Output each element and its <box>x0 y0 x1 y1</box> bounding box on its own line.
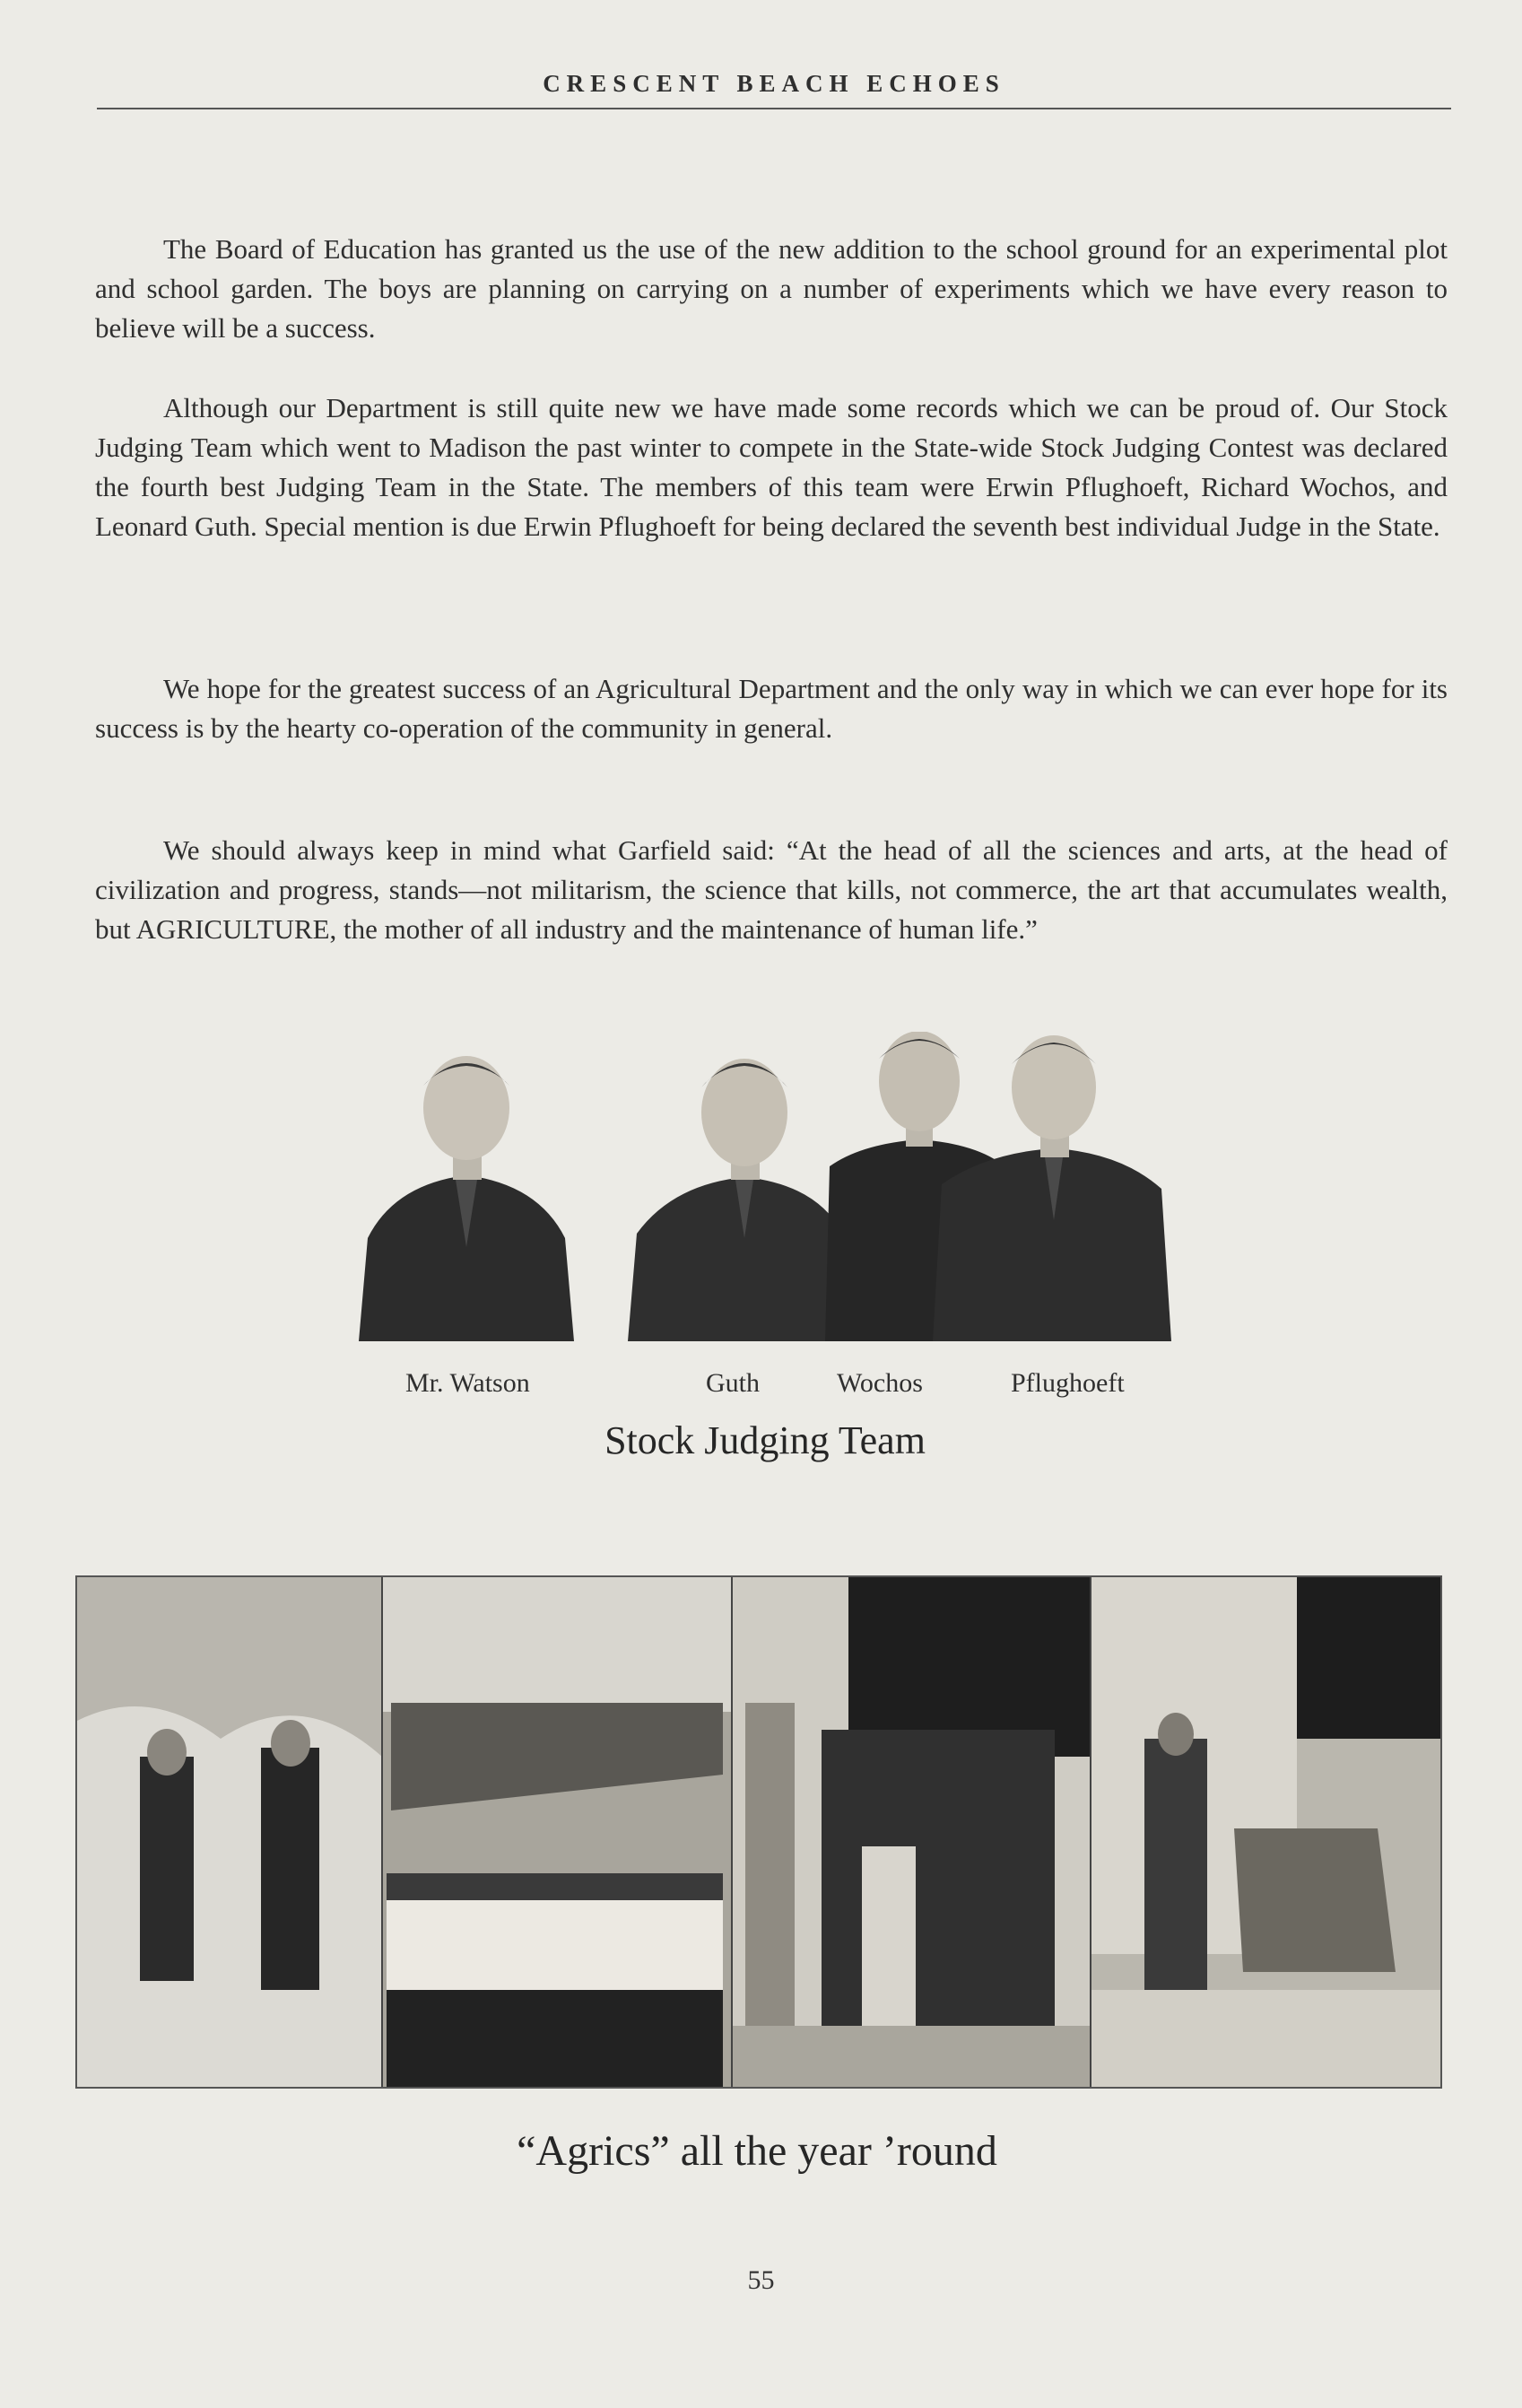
stock-judging-team-photo <box>359 1032 1171 1341</box>
paragraph-garden: The Board of Education has granted us the use of the new addition to the school ground for an experimental plot and school garden. The boys are planning on carrying on a number of experiments which we have every reason to believe will be a success. <box>95 233 1448 344</box>
name-guth: Guth <box>706 1368 760 1398</box>
team-photo-caption: Stock Judging Team <box>604 1418 926 1462</box>
name-watson: Mr. Watson <box>405 1368 530 1398</box>
agrics-panorama-photo <box>75 1575 1442 2089</box>
name-wochos: Wochos <box>837 1368 923 1398</box>
header-rule <box>97 108 1451 109</box>
paragraph-garfield-quote: We should always keep in mind what Garfield said: “At the head of all the sciences and arts, at the head of civilization and progress, stands—not militarism, the science that kills, not commerce, the art that accumulates wealth, but AGRICULTURE, the mother of all industry and the maintenance of human life.” <box>95 834 1448 945</box>
paragraph-records: Although our Department is still quite new we have made some records which we can be proud of. Our Stock Judging Team which went to Madison the past winter to compete in the State-wide Stock Judging Contest was declared the fourth best Judging Team in the State. The members of this team were Erwin Pflughoeft, Richard Wochos, and Leonard Guth. Special mention is due Erwin Pflughoeft for being declared the seventh best individual Judge in the State. <box>95 392 1448 542</box>
page-number: 55 <box>747 2265 775 2295</box>
panorama-caption: “Agrics” all the year ’round <box>517 2127 997 2175</box>
page-header: CRESCENT BEACH ECHOES <box>543 70 1005 97</box>
name-pflughoeft: Pflughoeft <box>1011 1368 1125 1398</box>
paragraph-hope: We hope for the greatest success of an Agricultural Department and the only way in which we can ever hope for its success is by the hearty co-operation of the community in general. <box>95 673 1448 744</box>
